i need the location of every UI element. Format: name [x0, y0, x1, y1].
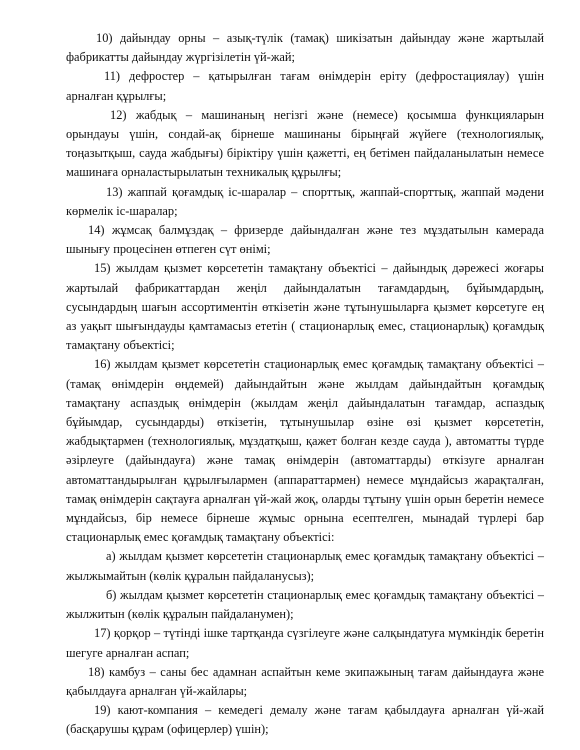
definition-paragraph-11: 11) дефростер – қатырылған тағам өнімдерін еріту (дефростациялау) үшін арналған құрылғы; — [66, 69, 544, 103]
definition-paragraph-15: 15) жылдам қызмет көрсететін тамақтану объектісі – дайындық дәрежесі жоғары жартылай фабрикаттардан жеңіл дайындалатын тағамдардың, бұйымдардың, сусындардың шағын ассортиментін өткізетін және тұтынушыларға қызмет көрсетуге ең аз уақыт шығындауды қамтамасыз ететін ( стационарлық емес, стационарлық) қоғамдық тамақтану объектісі; — [66, 261, 544, 353]
definition-paragraph-17: 17) қорқор – түтінді ішке тартқанда сүзгілеуге және салқындатуға мүмкіндік беретін шегуге арналған аспап; — [66, 626, 544, 660]
definition-paragraph-16: 16) жылдам қызмет көрсететін стационарлық емес қоғамдық тамақтану объектісі – (тамақ өнімдерін өңдемей) дайындайтын және жылдам дайындайтын қоғамдық тамақтану аспаздық өнімдерін (жылдам жеңіл дайындалатын тағамдар, аспаздық бұйымдар, сусындарды) өткізетін, тұтынушылар өзіне өзі қызмет көрсететін, жабдықтармен (технологиялық, мұздатқыш, қажет болған кезде сауда ), автоматты түрде әзірлеуге (дайындауға) және тамақ өнімдерін (автоматтарды) өткізуге арналған автоматтандырылған құрылғылармен (аппараттармен) немесе мұндайсыз жарақталған, тамақ өнімдерін сақтауға арналған үй-жай жоқ, оларды тұтыну үшін орын беретін немесе мұндайсыз, бір немесе бірнеше жұмыс орнына есептелген, мынадай түрлері бар стационарлық емес қоғамдық тамақтану объектісі: — [66, 357, 544, 545]
definition-paragraph-19: 19) кают-компания – кемедегі демалу және тағам қабылдауға арналған үй-жай (басқарушы құрам (офицерлер) үшін); — [66, 703, 544, 737]
definition-paragraph-14: 14) жұмсақ балмұздақ – фризерде дайындалған және тез мұздатылын камерада шынығу процесінен өтпеген сүт өнімі; — [66, 223, 544, 257]
definition-paragraph-18: 18) камбуз – саны бес адамнан аспайтын кеме экипажының тағам дайындауға және қабылдауға арналған үй-жайлары; — [66, 664, 544, 698]
definition-paragraph-10: 10) дайындау орны – азық-түлік (тамақ) шикізатын дайындау және жартылай фабрикатты дайындау жүргізілетін үй-жай; — [66, 31, 544, 65]
definition-paragraph-13: 13) жаппай қоғамдық іс-шаралар – спорттық, жаппай-спорттық, жаппай мәдени көрмелік іс-шаралар; — [66, 184, 544, 218]
definition-paragraph-16b: б) жылдам қызмет көрсететін стационарлық емес қоғамдық тамақтану объектісі – жылжитын (көлік құралын пайдаланумен); — [66, 587, 544, 622]
definition-paragraph-12: 12) жабдық – машинаның негізгі және (немесе) қосымша функцияларын орындауы үшін, сондай-ақ бірнеше машинаны бірыңғай жүйеге (технологиялық, тоңазытқыш, сауда жабдығы) біріктіру үшін қажетті, ең бетімен пайдаланылатын немесе машинаға орналастырылатын техникалық құрылғы; — [66, 107, 544, 180]
definition-paragraph-16a: а) жылдам қызмет көрсететін стационарлық емес қоғамдық тамақтану объектісі – жылжымайтын (көлік құралын пайдаланусыз); — [66, 549, 544, 583]
